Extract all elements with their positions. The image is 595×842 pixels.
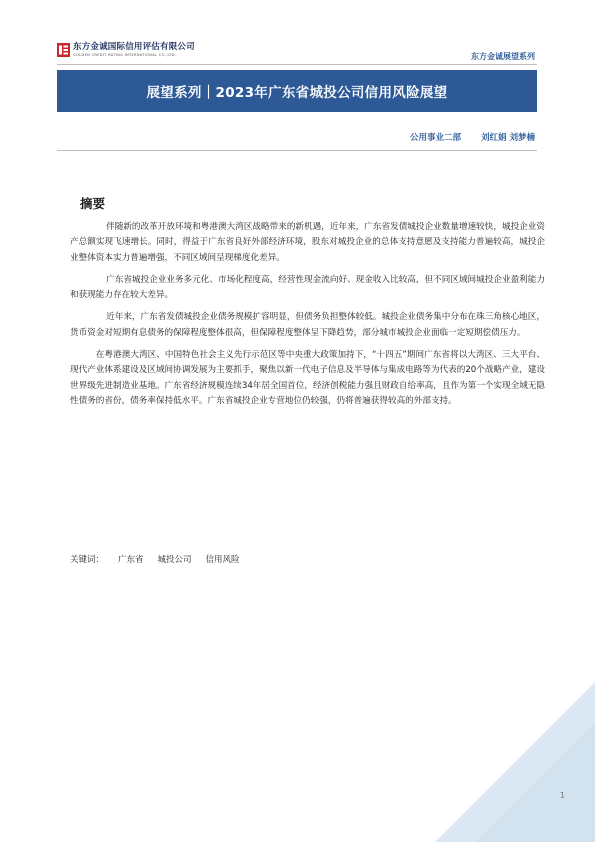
abstract-paragraph: 在粤港澳大湾区、中国特色社会主义先行示范区等中央重大政策加持下，“十四五”期间广东省将以大湾区、三大平台、现代产业体系建设及区域间协调发展为主要抓手，聚焦以新一代电子信息及半导体与集成电路等为代表的20个战略产业，建设世界级先进制造业基地。广东省经济规模连续34年居全国首位，经济创税能力强且财政自给率高，且作为第一个实现全域无隐性债务的省份，债务率保持低水平。广东省城投企业专营地位仍较强，仍将普遍获得较高的外部支持。	[70, 350, 546, 406]
company-logo	[57, 42, 195, 64]
keyword: 广东省	[118, 555, 144, 565]
company-name-en: GOLDEN CREDIT RATING INTERNATIONAL CO.,LTD.	[73, 53, 177, 57]
title-banner	[57, 70, 537, 112]
page-number: 1	[559, 791, 565, 800]
series-tag: 东方金诚展望系列	[471, 52, 535, 61]
report-title: 展望系列｜2023年广东省城投公司信用风险展望	[146, 85, 448, 101]
author-names: 刘红娟 刘梦楠	[481, 133, 535, 143]
abstract-paragraph: 伴随新的改革开放环境和粤港澳大湾区战略带来的新机遇，近年来，广东省发债城投企业数量增速较快，城投企业资产总额实现飞速增长。同时，得益于广东省良好外部经济环境，股东对城投企业的总体支持意愿及支持能力普遍较高，城投企业整体资本实力普遍增强，不同区域间呈现梯度化差异。	[70, 222, 545, 263]
logo-mark-icon	[57, 42, 70, 56]
keywords-label: 关键词：	[70, 555, 105, 565]
department-name: 公用事业二部	[410, 133, 462, 143]
keyword: 信用风险	[205, 555, 240, 565]
keyword: 城投公司	[157, 555, 192, 565]
header-divider	[57, 64, 537, 65]
keywords-line	[70, 553, 240, 565]
page-header	[0, 0, 595, 70]
abstract-body	[70, 220, 545, 416]
abstract-heading: 摘要	[80, 196, 106, 211]
author-line	[410, 131, 535, 143]
author-divider	[57, 150, 537, 151]
corner-decoration	[435, 682, 595, 842]
abstract-paragraph: 广东省城投企业业务多元化、市场化程度高，经营性现金流向好、现金收入比较高，但不同区域间城投企业盈利能力和获现能力存在较大差异。	[70, 274, 545, 301]
company-name-cn: 东方金诚国际信用评估有限公司	[73, 42, 195, 52]
abstract-paragraph: 近年来，广东省发债城投企业债务规模扩容明显，但债务负担整体较低。城投企业债务集中分布在珠三角核心地区，货币资金对短期有息债务的保障程度整体很高，但保障程度整体呈下降趋势，部分城市城投企业面临一定短期偿债压力。	[70, 312, 545, 338]
